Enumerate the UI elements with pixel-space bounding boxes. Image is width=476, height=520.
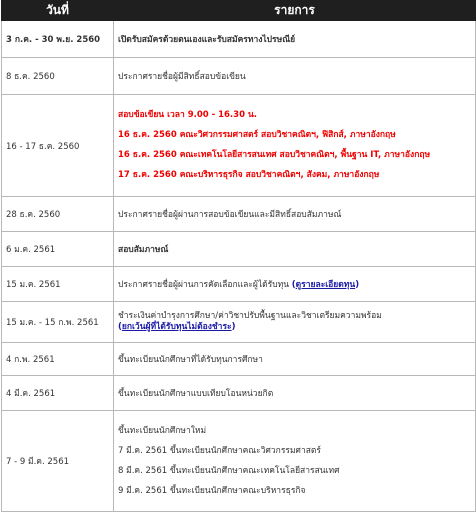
exam-heading: สอบข้อเขียน เวลา 9.00 - 16.30 น. [118,110,257,120]
row-date: 6 ม.ค. 2561 [2,232,114,267]
row-date: 3 ก.ค. - 30 พ.ย. 2560 [2,21,114,58]
registration-line-business: 9 มี.ค. 2561 ขึ้นทะเบียนนักศึกษาคณะบริหารธุรกิจ [118,485,306,496]
row-item: ขึ้นทะเบียนนักศึกษาที่ได้รับทุนการศึกษา [114,343,476,376]
table-row [2,267,476,302]
table-row [2,95,476,197]
row-item: ประกาศรายชื่อผู้ผ่านการสอบข้อเขียนและมีสิทธิ์สอบสัมภาษณ์ [114,197,476,232]
row-date: 15 ม.ค. 2561 [2,267,114,302]
row-item: ประกาศรายชื่อผู้มีสิทธิ์สอบข้อเขียน [114,58,476,95]
table-row [2,376,476,411]
row-date: 16 - 17 ธ.ค. 2560 [2,95,114,197]
table-row [2,343,476,376]
table-row [2,411,476,512]
date-column-header: วันที่ [2,1,114,21]
row-item: ขึ้นทะเบียนนักศึกษาแบบเทียบโอนหน่วยกิต [114,376,476,411]
exam-line-business: 17 ธ.ค. 2560 คณะบริหารธุรกิจ สอบวิชาคณิตฯ, สังคม, ภาษาอังกฤษ [118,170,380,180]
scholarship-details-link[interactable]: ดูรายละเอียดทุน [295,280,356,290]
row-date: 7 - 9 มี.ค. 2561 [2,411,114,512]
row-item-text: ประกาศรายชื่อผู้ผ่านการคัดเลือกและผู้ได้รับทุน [118,280,290,290]
row-item: สอบสัมภาษณ์ [114,232,476,267]
scholarship-exempt-link[interactable]: ยกเว้นผู้ที่ได้รับทุนไม่ต้องชำระ [121,322,232,332]
registration-line-it: 8 มี.ค. 2561 ขึ้นทะเบียนนักศึกษาคณะเทคโนโลยีสารสนเทศ [118,465,340,476]
table-row [2,197,476,232]
table-row [2,232,476,267]
registration-heading: ขึ้นทะเบียนนักศึกษาใหม่ [118,425,207,436]
exam-line-it: 16 ธ.ค. 2560 คณะเทคโนโลยีสารสนเทศ สอบวิชาคณิตฯ, พื้นฐาน IT, ภาษาอังกฤษ [118,150,431,160]
row-item: ชำระเงินค่าบำรุงการศึกษา/ค่าวิชาปรับพื้นฐานและวิชาเตรียมความพร้อม (ยกเว้นผู้ที่ได้รับทุนไม่ต้องชำระ) [114,302,476,343]
schedule-table [1,0,476,512]
row-date: 8 ธ.ค. 2560 [2,58,114,95]
row-item: ประกาศรายชื่อผู้ผ่านการคัดเลือกและผู้ได้รับทุน (ดูรายละเอียดทุน) [114,267,476,302]
registration-line-engineering: 7 มี.ค. 2561 ขึ้นทะเบียนนักศึกษาคณะวิศวกรรมศาสตร์ [118,445,321,456]
row-item: เปิดรับสมัครด้วยตนเองและรับสมัครทางไปรษณีย์ [114,21,476,58]
row-date: 15 ม.ค. - 15 ก.พ. 2561 [2,302,114,343]
row-item [114,95,476,197]
table-row [2,58,476,95]
exam-line-engineering: 16 ธ.ค. 2560 คณะวิศวกรรมศาสตร์ สอบวิชาคณิตฯ, ฟิสิกส์, ภาษาอังกฤษ [118,130,396,140]
row-item [114,411,476,512]
table-row [2,21,476,58]
table-row [2,302,476,343]
row-item-text: ชำระเงินค่าบำรุงการศึกษา/ค่าวิชาปรับพื้นฐานและวิชาเตรียมความพร้อม [118,311,382,321]
row-date: 4 ก.พ. 2561 [2,343,114,376]
row-date: 4 มี.ค. 2561 [2,376,114,411]
row-date: 28 ธ.ค. 2560 [2,197,114,232]
item-column-header: รายการ [114,1,476,21]
header-row [2,1,476,21]
